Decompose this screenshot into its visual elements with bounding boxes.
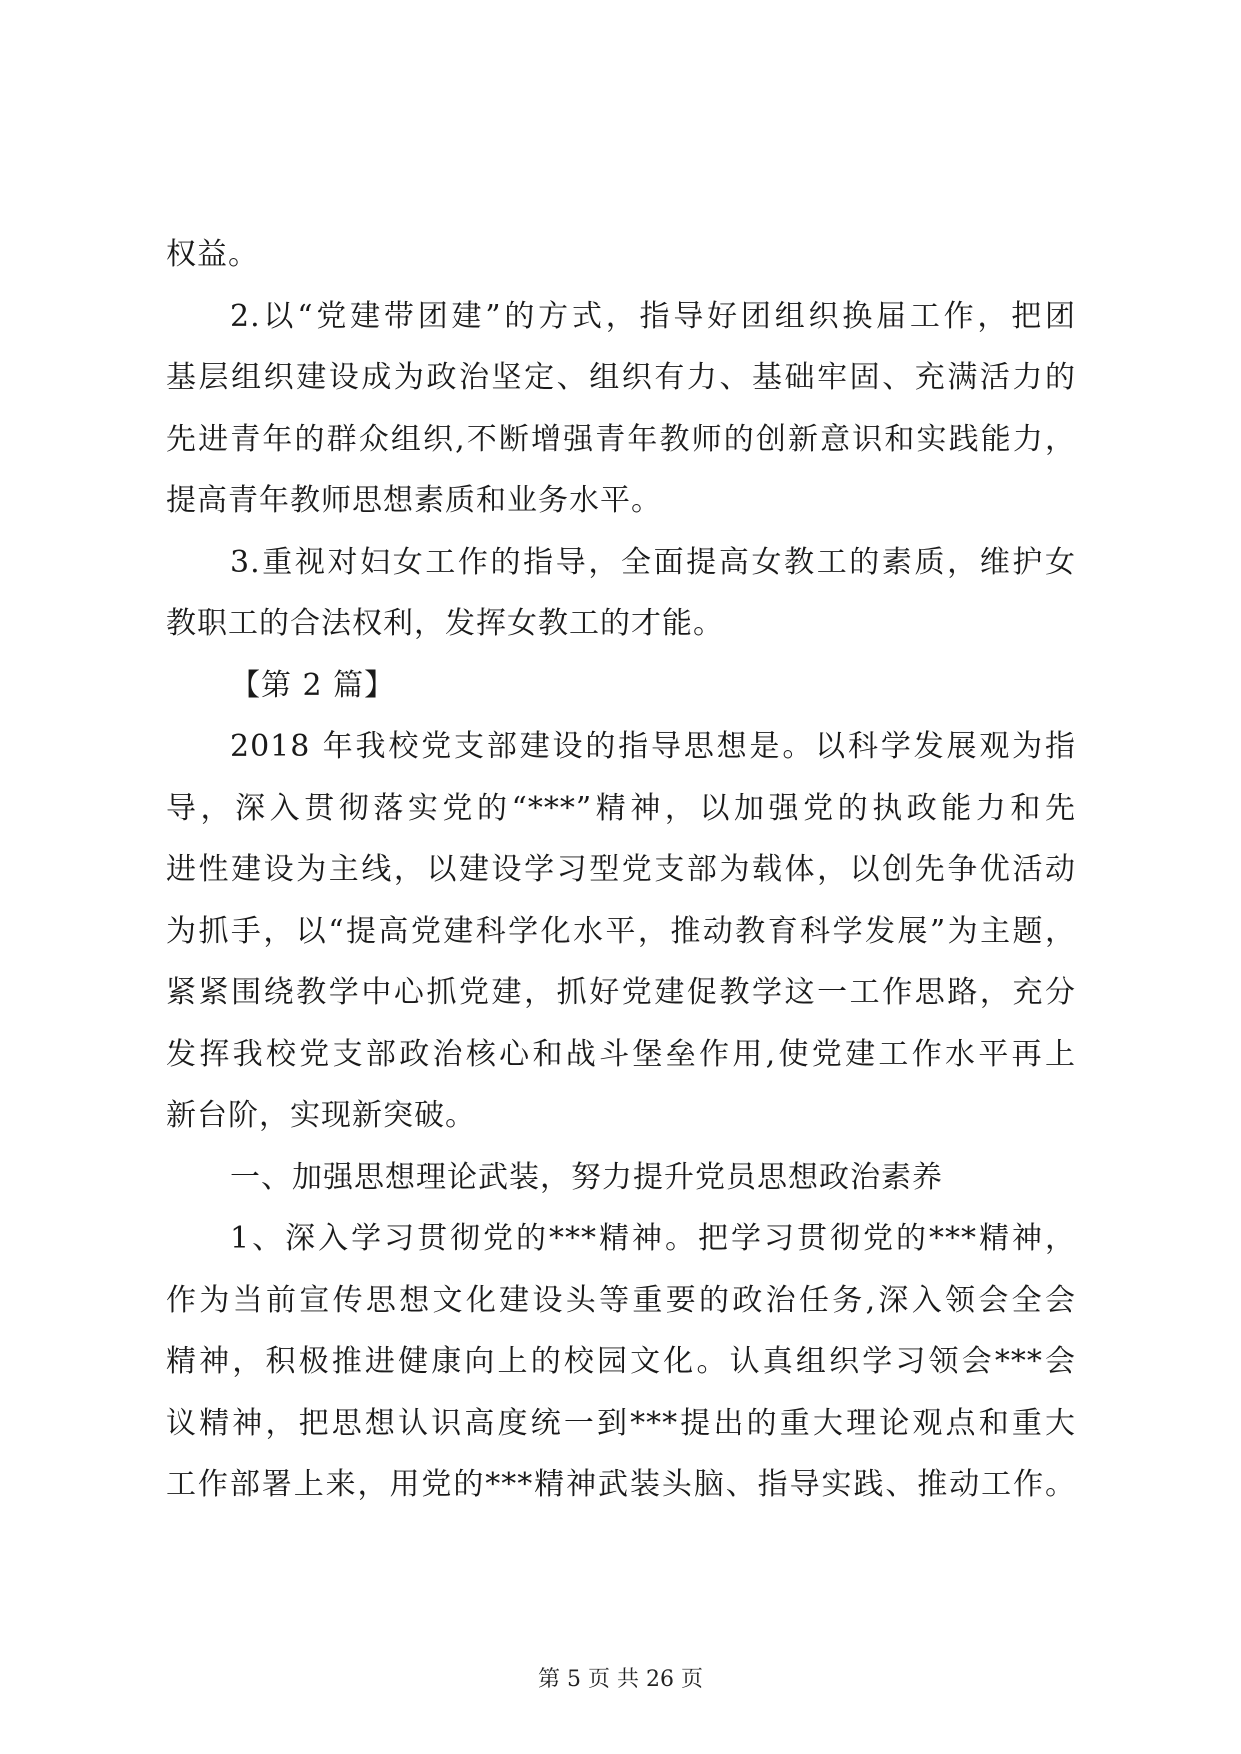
text-line: 权益。 bbox=[166, 237, 259, 272]
text-line: 精神，积极推进健康向上的校园文化。认真组织学习领会***会 bbox=[166, 1344, 1076, 1379]
text-line: 2.以“党建带团建”的方式，指导好团组织换届工作，把团 bbox=[230, 298, 1076, 334]
text-line: 导，深入贯彻落实党的“***”精神，以加强党的执政能力和先 bbox=[166, 790, 1076, 826]
text-line: 先进青年的群众组织,不断增强青年教师的创新意识和实践能力， bbox=[166, 421, 1076, 457]
section-heading: 一、加强思想理论武装，努力提升党员思想政治素养 bbox=[230, 1159, 943, 1195]
text-line: 为抓手，以“提高党建科学化水平，推动教育科学发展”为主题， bbox=[166, 913, 1076, 949]
text-line: 教职工的合法权利，发挥女教工的才能。 bbox=[166, 606, 724, 641]
text-line: 1、深入学习贯彻党的***精神。把学习贯彻党的***精神， bbox=[230, 1221, 1076, 1256]
text-line: 议精神，把思想认识高度统一到***提出的重大理论观点和重大 bbox=[166, 1405, 1076, 1441]
page-number-footer: 第 5 页 共 26 页 bbox=[538, 1667, 703, 1692]
text-line: 新台阶，实现新突破。 bbox=[166, 1098, 476, 1133]
text-line: 基层组织建设成为政治坚定、组织有力、基础牢固、充满活力的 bbox=[166, 360, 1076, 395]
body-text bbox=[166, 224, 1076, 1516]
text-line: 2018 年我校党支部建设的指导思想是。以科学发展观为指 bbox=[230, 729, 1076, 764]
text-line: 紧紧围绕教学中心抓党建，抓好党建促教学这一工作思路，充分 bbox=[166, 975, 1076, 1010]
text-line: 3.重视对妇女工作的指导，全面提高女教工的素质，维护女 bbox=[230, 544, 1076, 580]
text-line: 进性建设为主线，以建设学习型党支部为载体，以创先争优活动 bbox=[166, 852, 1076, 887]
text-line: 提高青年教师思想素质和业务水平。 bbox=[166, 483, 662, 518]
text-line: 发挥我校党支部政治核心和战斗堡垒作用,使党建工作水平再上 bbox=[166, 1036, 1076, 1072]
section-heading: 【第 2 篇】 bbox=[230, 667, 396, 703]
text-line: 工作部署上来，用党的***精神武装头脑、指导实践、推动工作。 bbox=[166, 1467, 1076, 1502]
text-line: 作为当前宣传思想文化建设头等重要的政治任务,深入领会全会 bbox=[166, 1282, 1076, 1318]
